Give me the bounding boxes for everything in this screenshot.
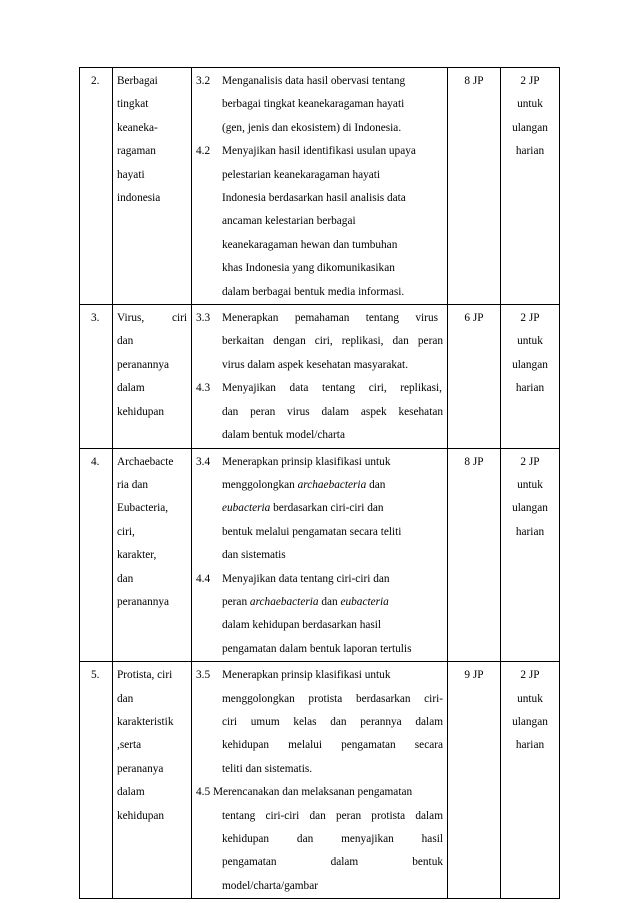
- row-number: 2.: [80, 68, 113, 305]
- row-number: 3.: [80, 305, 113, 448]
- curriculum-table: [79, 67, 560, 899]
- table-row: [80, 448, 560, 662]
- jp-cell: 9 JP: [448, 662, 501, 899]
- table-row: [80, 305, 560, 448]
- assessment-cell: 2 JP untuk ulangan harian: [501, 448, 560, 662]
- competency-cell: 3.3 Menerapkan pemahaman tentang virus berkaitan dengan ciri, replikasi, dan peran virus dalam aspek kesehatan masyarakat. 4.3 Menyajikan data tentang ciri, replikasi, dan peran virus dalam aspek kesehatan dalam bentuk model/charta: [192, 305, 448, 448]
- row-number: 4.: [80, 448, 113, 662]
- topic-cell: Protista, ciri dan karakteristik ,serta perananya dalam kehidupan: [113, 662, 192, 899]
- competency-cell: 3.5 Menerapkan prinsip klasifikasi untuk menggolongkan protista berdasarkan ciri- ciri umum kelas dan perannya dalam kehidupan melalui pengamatan secara teliti dan sistematis. 4.5 Merencanakan dan melaksanan pengamatan tentang ciri-ciri dan peran protista dalam kehidupan dan menyajikan hasil pengamatan dalam bentuk model/charta/gambar: [192, 662, 448, 899]
- table-row: [80, 662, 560, 899]
- assessment-cell: 2 JP untuk ulangan harian: [501, 662, 560, 899]
- jp-cell: 6 JP: [448, 305, 501, 448]
- jp-cell: 8 JP: [448, 68, 501, 305]
- topic-cell: Archaebacte ria dan Eubacteria, ciri, karakter, dan peranannya: [113, 448, 192, 662]
- jp-cell: 8 JP: [448, 448, 501, 662]
- row-number: 5.: [80, 662, 113, 899]
- competency-cell: 3.2 Menganalisis data hasil obervasi tentang berbagai tingkat keanekaragaman hayati (gen, jenis dan ekosistem) di Indonesia. 4.2 Menyajikan hasil identifikasi usulan upaya pelestarian keanekaragaman hayati Indonesia berdasarkan hasil analisis data ancaman kelestarian berbagai keanekaragaman hewan dan tumbuhan khas Indonesia yang dikomunikasikan dalam berbagai bentuk media informasi.: [192, 68, 448, 305]
- assessment-cell: 2 JP untuk ulangan harian: [501, 305, 560, 448]
- topic-cell: Berbagai tingkat keaneka- ragaman hayati indonesia: [113, 68, 192, 305]
- table-row: [80, 68, 560, 305]
- competency-cell: 3.4 Menerapkan prinsip klasifikasi untuk menggolongkan archaebacteria dan eubacteria berdasarkan ciri-ciri dan bentuk melalui pengamatan secara teliti dan sistematis 4.4 Menyajikan data tentang ciri-ciri dan peran archaebacteria dan eubacteria dalam kehidupan berdasarkan hasil pengamatan dalam bentuk laporan tertulis: [192, 448, 448, 662]
- topic-cell: Virus, ciri dan peranannya dalam kehidupan: [113, 305, 192, 448]
- assessment-cell: 2 JP untuk ulangan harian: [501, 68, 560, 305]
